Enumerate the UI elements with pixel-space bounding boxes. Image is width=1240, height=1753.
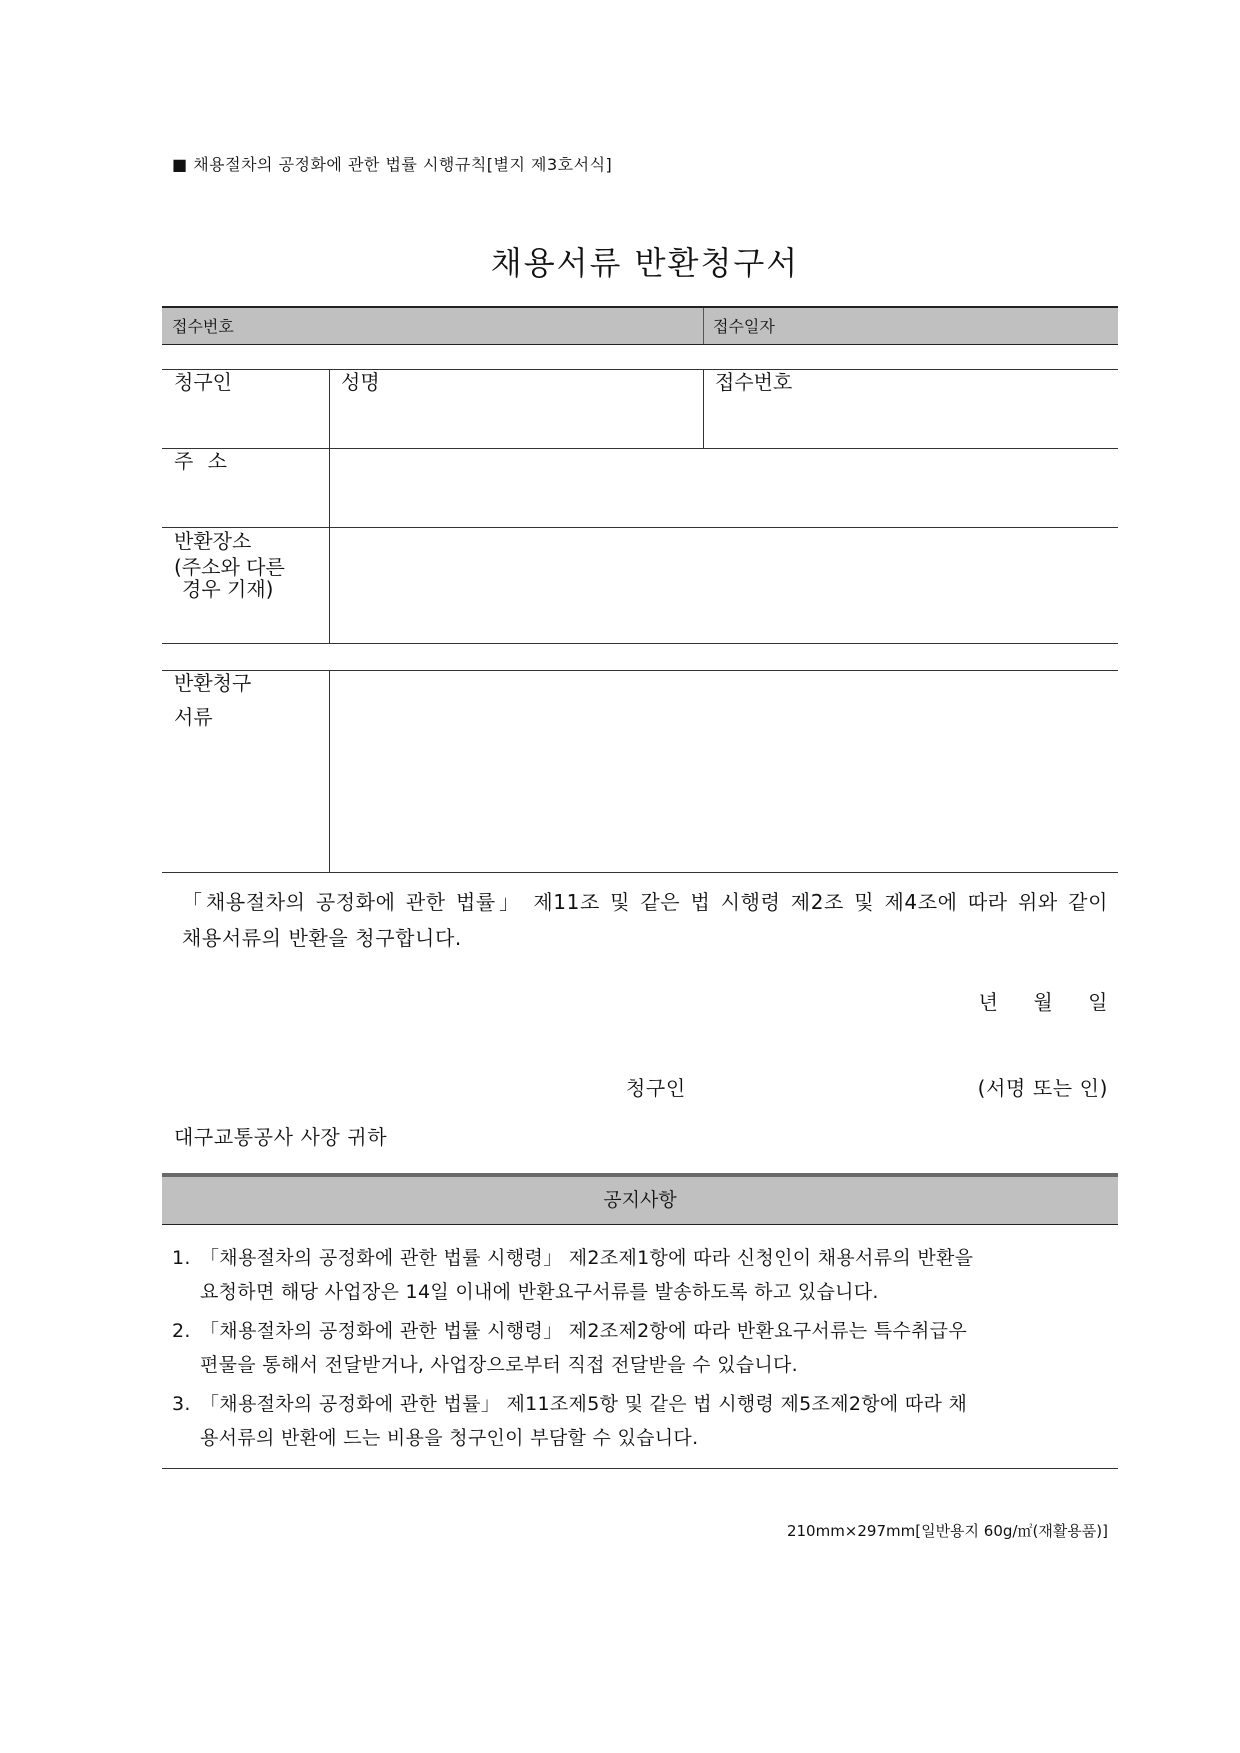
notice-item-line-1: 「채용절차의 공정화에 관한 법률 시행령」 제2조제2항에 따라 반환요구서류는 특수취급우	[200, 1320, 967, 1342]
notice-item-number: 1.	[172, 1247, 191, 1269]
claimant-bottom-rule	[162, 643, 1118, 644]
form-reference: ■ 채용절차의 공정화에 관한 법률 시행규칙[별지 제3호서식]	[172, 155, 613, 174]
receipt-bar	[162, 306, 1118, 345]
documents-bottom-rule	[162, 872, 1118, 873]
name-field-label: 성명	[341, 370, 380, 394]
claimant-number-field-label: 접수번호	[715, 370, 793, 394]
claimant-section-label: 청구인	[174, 370, 232, 394]
name-number-divider	[703, 369, 704, 448]
claimant-top-rule	[162, 369, 1118, 370]
notice-item	[172, 1387, 1108, 1455]
notice-bottom-rule	[162, 1468, 1118, 1469]
date-line: 년 월 일	[978, 990, 1108, 1014]
notice-item-line-1: 「채용절차의 공정화에 관한 법률 시행령」 제2조제1항에 따라 신청인이 채용서류의 반환을	[200, 1247, 974, 1269]
notice-item-number: 2.	[172, 1320, 191, 1342]
documents-label-line-2: 서류	[174, 705, 213, 729]
notice-item	[172, 1241, 1108, 1309]
receipt-number-label: 접수번호	[172, 317, 234, 336]
documents-label-line-1: 반환청구	[174, 671, 252, 695]
notice-item-line-2: 편물을 통해서 전달받거나, 사업장으로부터 직접 전달받을 수 있습니다.	[200, 1354, 799, 1376]
notice-item-line-2: 요청하면 해당 사업장은 14일 이내에 반환요구서류를 발송하도록 하고 있습니다.	[200, 1281, 879, 1303]
documents-label-divider	[329, 670, 330, 872]
return-place-note-line-1: (주소와 다른	[174, 555, 285, 579]
return-place-note-line-2: 경우 기재)	[182, 577, 274, 601]
statement-line-1: 「채용절차의 공정화에 관한 법률」 제11조 및 같은 법 시행령 제2조 및 제4조에 따라 위와 같이	[182, 890, 1108, 914]
address-row-rule	[162, 527, 1118, 528]
statement-line-2: 채용서류의 반환을 청구합니다.	[182, 926, 462, 950]
return-place-label: 반환장소	[174, 529, 252, 553]
paper-spec: 210mm×297mm[일반용지 60g/㎡(재활용품)]	[786, 1522, 1108, 1540]
notice-item-line-2: 용서류의 반환에 드는 비용을 청구인이 부담할 수 있습니다.	[200, 1427, 699, 1449]
notice-item	[172, 1314, 1108, 1382]
address-field-label: 주 소	[174, 449, 231, 473]
notice-header	[162, 1173, 1118, 1225]
signer-label: 청구인	[626, 1076, 686, 1100]
document-title: 채용서류 반환청구서	[490, 244, 800, 282]
name-row-rule	[162, 448, 1118, 449]
recipient-line: 대구교통공사 사장 귀하	[174, 1125, 388, 1149]
notice-item-line-1: 「채용절차의 공정화에 관한 법률」 제11조제5항 및 같은 법 시행령 제5조제2항에 따라 채	[200, 1393, 968, 1415]
claimant-label-divider	[329, 369, 330, 643]
signature-note: (서명 또는 인)	[977, 1076, 1108, 1100]
documents-top-rule	[162, 670, 1118, 671]
receipt-date-label: 접수일자	[713, 317, 775, 336]
notice-item-number: 3.	[172, 1393, 191, 1415]
notice-title: 공지사항	[603, 1189, 677, 1211]
receipt-divider	[703, 308, 704, 344]
